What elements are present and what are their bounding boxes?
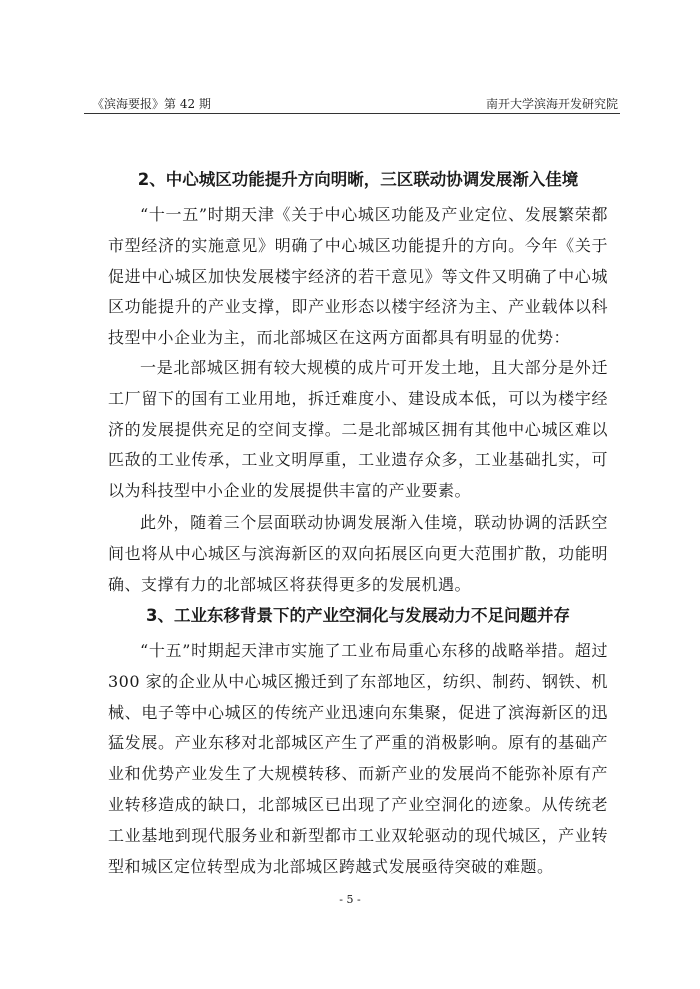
page-header [84, 93, 620, 114]
page-number: - 5 - [339, 893, 361, 906]
paragraph: 一是北部城区拥有较大规模的成片可开发土地，且大部分是外迁工厂留下的国有工业用地，拆迁难度小、建设成本低，可以为楼宇经济的发展提供充足的空间支撑。二是北部城区拥有其他中心城区难以匹敌的工业传承，工业文明厚重，工业遗存众多，工业基础扎实，可以为科技型中小企业的发展提供丰富的产业要素。 [108, 358, 608, 501]
section-heading-2: 2、中心城区功能提升方向明晰，三区联动协调发展渐入佳境 [137, 170, 579, 189]
institution-name: 南开大学滨海开发研究院 [485, 97, 618, 111]
paragraph: “十五”时期起天津市实施了工业布局重心东移的战略举措。超过 300 家的企业从中心城区搬迁到了东部地区，纺织、制药、钢铁、机械、电子等中心城区的传统产业迅速向东集聚，促进了滨海新区的迅猛发展。产业东移对北部城区产生了严重的消极影响。原有的基础产业和优势产业发生了大规模转移、而新产业的发展尚不能弥补原有产业转移造成的缺口，北部城区已出现了产业空洞化的迹象。从传统老工业基地到现代服务业和新型都市工业双轮驱动的现代城区，产业转型和城区定位转型成为北部城区跨越式发展亟待突破的难题。 [108, 641, 608, 876]
section-heading-3: 3、工业东移背景下的产业空洞化与发展动力不足问题并存 [146, 606, 570, 625]
publication-title: 《滨海要报》第 42 期 [92, 97, 211, 111]
paragraph: “十一五”时期天津《关于中心城区功能及产业定位、发展繁荣都市型经济的实施意见》明确了中心城区功能提升的方向。今年《关于促进中心城区加快发展楼宇经济的若干意见》等文件又明确了中心城区功能提升的产业支撑，即产业形态以楼宇经济为主、产业载体以科技型中小企业为主，而北部城区在这两方面都具有明显的优势： [108, 205, 608, 348]
paragraph: 此外，随着三个层面联动协调发展渐入佳境，联动协调的活跃空间也将从中心城区与滨海新区的双向拓展区向更大范围扩散，功能明确、支撑有力的北部城区将获得更多的发展机遇。 [108, 513, 608, 594]
